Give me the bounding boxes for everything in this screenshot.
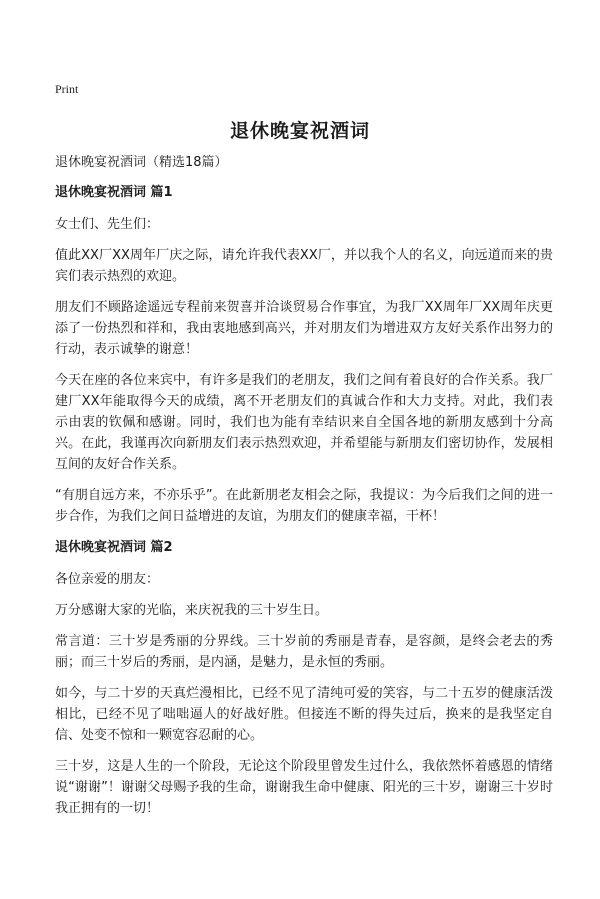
section-2-paragraph-3: 常言道：三十岁是秀丽的分界线。三十岁前的秀丽是青春，是容颜，是终会老去的秀丽；而三十岁后的秀丽，是内涵，是魅力，是永恒的秀丽。: [55, 634, 553, 670]
section-1-paragraph-4: 今天在座的各位来宾中，有许多是我们的老朋友，我们之间有着良好的合作关系。我厂建厂XX年能取得今天的成绩，离不开老朋友们的真诚合作和大力支持。对此，我们表示由衷的钦佩和感谢。同时，我们也为能有幸结识来自全国各地的新朋友感到十分高兴。在此，我谨再次向新朋友们表示热烈欢迎，并希望能与新朋友们密切协作，发展相互间的友好合作关系。: [55, 373, 553, 472]
section-1-paragraph-3: 朋友们不顾路途遥远专程前来贺喜并洽谈贸易合作事宜，为我厂XX周年厂XX周年庆更添了一份热烈和祥和，我由衷地感到高兴，并对朋友们为增进双方友好关系作出努力的行动，表示诚挚的谢意！: [55, 300, 553, 357]
section-heading-2: 退休晚宴祝酒词 篇2: [55, 540, 173, 555]
document-body: [55, 152, 553, 829]
section-2-paragraph-5: 三十岁，这是人生的一个阶段，无论这个阶段里曾发生过什么，我依然怀着感恩的情绪说“谢谢”！谢谢父母赐予我的生命，谢谢我生命中健康、阳光的三十岁，谢谢三十岁时我正拥有的一切！: [55, 759, 553, 816]
section-2-paragraph-4: 如今，与二十岁的天真烂漫相比，已经不见了清纯可爱的笑容，与二十五岁的健康活泼相比，已经不见了咄咄逼人的好战好胜。但接连不断的得失过后，换来的是我坚定自信、处变不惊和一颗宽容忍耐的心。: [55, 686, 553, 743]
page-title: 退休晚宴祝酒词: [229, 120, 370, 142]
section-1-paragraph-2: 值此XX厂XX周年厂庆之际，请允许我代表XX厂，并以我个人的名义，向远道而来的贵宾们表示热烈的欢迎。: [55, 248, 553, 284]
print-label: Print: [55, 82, 79, 96]
section-2-paragraph-2: 万分感谢大家的光临，来庆祝我的三十岁生日。: [55, 603, 329, 618]
section-1-paragraph-1: 女士们、先生们：: [55, 217, 160, 232]
section-1-paragraph-5: “有朋自远方来，不亦乐乎”。在此新朋老友相会之际，我提议：为今后我们之间的进一步合作，为我们之间日益增进的友谊，为朋友们的健康幸福，干杯！: [55, 488, 553, 524]
document-subtitle: 退休晚宴祝酒词（精选18篇）: [55, 155, 228, 170]
section-heading-1: 退休晚宴祝酒词 篇1: [55, 185, 173, 200]
section-2-paragraph-1: 各位亲爱的朋友：: [55, 572, 160, 587]
